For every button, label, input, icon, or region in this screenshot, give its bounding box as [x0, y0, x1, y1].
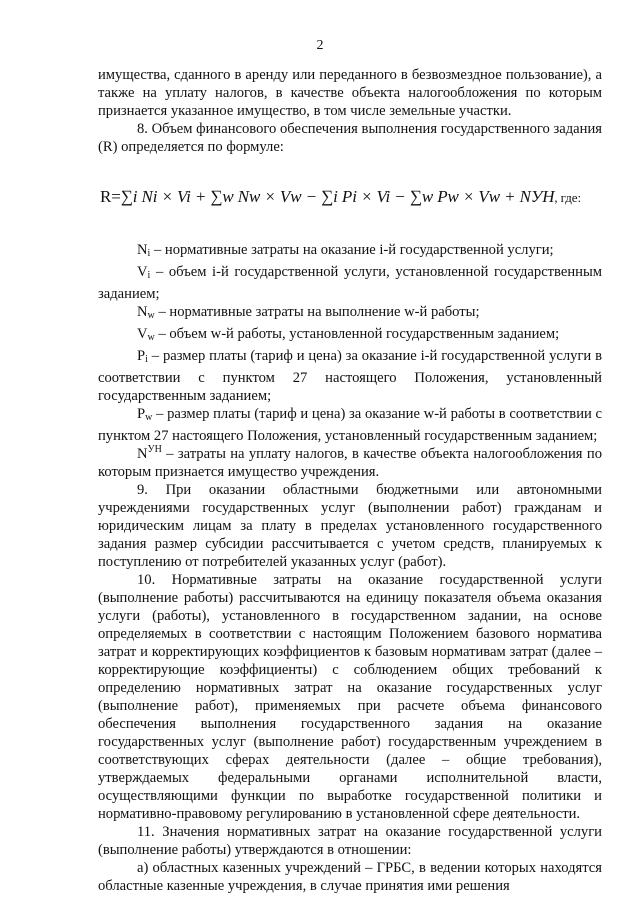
paragraph-continuation: имущества, сданного в аренду или переданного в безвозмездное пользование), а также на уплату налогов, в качестве объекта налогообложения по которым признается указанное имущество, в том числе земельные участки. [98, 67, 602, 119]
paragraph-11: 11. Значения нормативных затрат на оказание государственной услуги (выполнение работы) утверждаются в отношении: [98, 824, 602, 858]
definition-ni: $N_i$ – нормативные затраты на оказание i-й государственной услуги; [137, 242, 554, 259]
paragraph-9: 9. При оказании областными бюджетными или автономными учреждениями государственных услуг (выполнении работ) гражданам и юридическим лицам за плату в пределах установленного государственного задания размер субсидии рассчитывается с учетом средств, планируемых к поступлению от потребителей указанных услуг (работ). [98, 482, 602, 570]
document-body [98, 66, 602, 895]
definition-vw: $V_w$ – объем w-й работы, установленной государственным заданием; [137, 326, 560, 343]
paragraph-10: 10. Нормативные затраты на оказание государственной услуги (выполнение работы) рассчитываются на единицу показателя объема оказания услуги (работы), установленного в государственном задании, на основе определяемых в соответствии с настоящим Положением базового норматива затрат и корректирующих коэффициентов к базовым нормативам затрат (далее – корректирующие коэффициенты) с соблюдением общих требований к определению нормативных затрат на оказание государственных услуг (выполнение работ), применяемых при расчете объема финансового обеспечения выполнения государственного задания на оказание государственных услуг (выполнение работ) государственным учреждением в соответствующих сферах деятельности (далее – общие требования), утверждаемых федеральными органами исполнительной власти, осуществляющими функции по выработке государственной политики и нормативно-правовому регулированию в установленной сфере деятельности. [98, 572, 602, 822]
formula-tail: , где: [554, 190, 581, 205]
definition-pw: $P_w$ – размер платы (тариф и цена) за оказание w-й работы в соответствии с пунктом 27 настоящего Положения, установленный государственным заданием; [98, 406, 603, 444]
formula-body: ∑i Ni × Vi + ∑w Nw × Vw − ∑i Pi × Vi − ∑w Pw × Vw + NУН [120, 187, 555, 206]
page-number: 2 [316, 38, 324, 53]
paragraph-11-a: а) областных казенных учреждений – ГРБС, в ведении которых находятся областные казенные учреждения, в случае принятия ими решения [98, 860, 602, 894]
definition-nun: $N^{УН}$ – затраты на уплату налогов, в качестве объекта налогообложения по которым признается имущество учреждения. [98, 444, 602, 480]
definition-vi: $V_i$ – объем i-й государственной услуги, установленной государственным заданием; [98, 264, 602, 302]
definition-pi: $P_i$ – размер платы (тариф и цена) за оказание i-й государственной услуги в соответствии с пунктом 27 настоящего Положения, установленный государственным заданием; [98, 348, 602, 404]
definition-nw: $N_w$ – нормативные затраты на выполнение w-й работы; [137, 304, 480, 321]
formula-left: R= [100, 187, 121, 206]
formula-r [100, 188, 602, 207]
paragraph-8: 8. Объем финансового обеспечения выполнения государственного задания (R) определяется по формуле: [98, 121, 602, 155]
